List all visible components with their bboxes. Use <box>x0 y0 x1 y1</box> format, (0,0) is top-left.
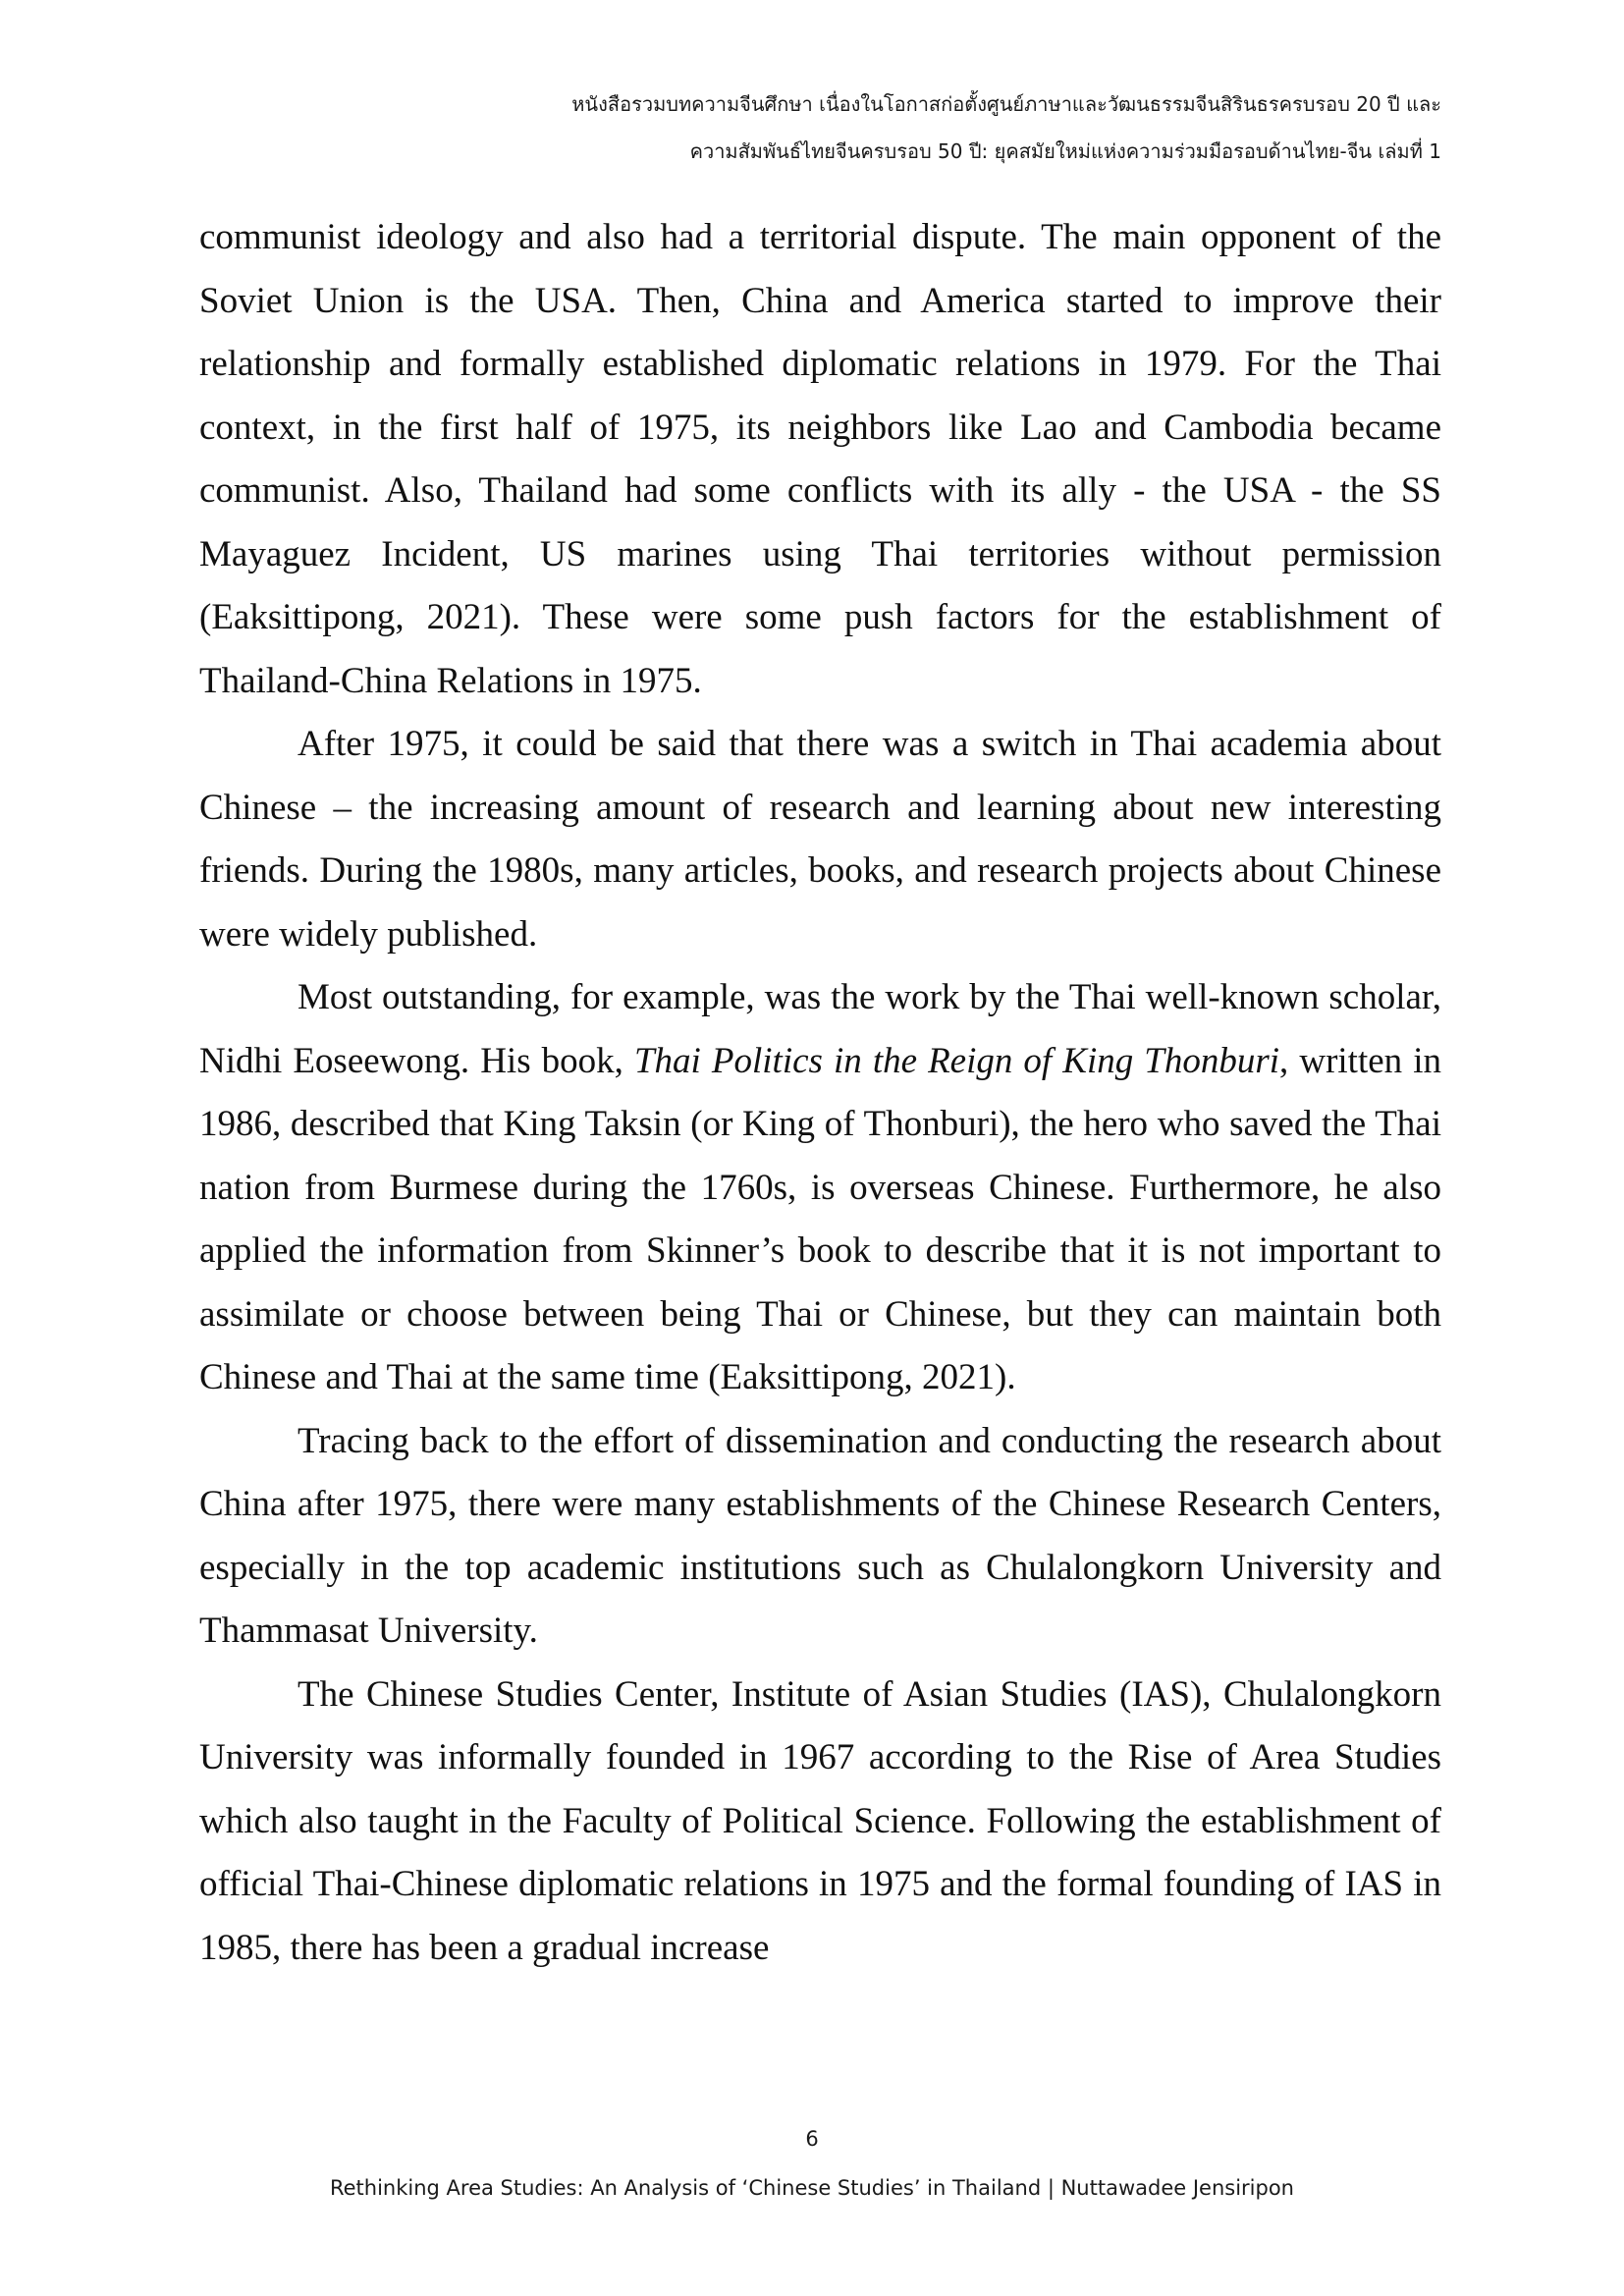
page-number: 6 <box>805 2127 819 2151</box>
paragraph-4: Tracing back to the effort of dissemination and conducting the research about China after 1975, there were many establishments of the Chinese Research Centers, especially in the top academic institutions such as Chulalongkorn University and Thammasat University. <box>199 1420 1441 1651</box>
paragraph-1: communist ideology and also had a territorial dispute. The main opponent of the Soviet Union is the USA. Then, China and America started to improve their relationship and formally established diplomatic relations in 1979. For the Thai context, in the first half of 1975, its neighbors like Lao and Cambodia became communist. Also, Thailand had some conflicts with its ally - the USA - the SS Mayaguez Incident, US marines using Thai territories without permission (Eaksittipong, 2021). These were some push factors for the establishment of Thailand-China Relations in 1975. <box>199 217 1441 701</box>
running-footer: Rethinking Area Studies: An Analysis of ‘Chinese Studies’ in Thailand | Nuttawadee Jensiripon <box>329 2176 1294 2200</box>
paragraph-5: The Chinese Studies Center, Institute of Asian Studies (IAS), Chulalongkorn University was informally founded in 1967 according to the Rise of Area Studies which also taught in the Faculty of Political Science. Following the establishment of official Thai-Chinese diplomatic relations in 1975 and the formal founding of IAS in 1985, there has been a gradual increase <box>199 1673 1441 1968</box>
book-title: Thai Politics in the Reign of King Thonburi <box>633 1040 1280 1081</box>
header-line-1: หนังสือรวมบทความจีนศึกษา เนื่องในโอกาสก่อตั้งศูนย์ภาษาและวัฒนธรรมจีนสิรินธรครบรอบ 20 ปี และ <box>571 92 1441 116</box>
paragraph-2: After 1975, it could be said that there was a switch in Thai academia about Chinese – the increasing amount of research and learning about new interesting friends. During the 1980s, many articles, books, and research projects about Chinese were widely published. <box>199 724 1441 955</box>
paragraph-3 <box>199 966 1441 1410</box>
running-header <box>571 81 1441 175</box>
header-line-2: ความสัมพันธ์ไทยจีนครบรอบ 50 ปี: ยุคสมัยใหม่แห่งความร่วมมือรอบด้านไทย-จีน เล่มที่ 1 <box>689 139 1441 163</box>
body-text <box>199 206 1441 1980</box>
paragraph-3-text-before: Most outstanding, for example, was the work by the Thai well-known scholar, Nidhi Eoseewong. His book, <box>199 977 1441 1081</box>
paragraph-3-text-after: , written in 1986, described that King Taksin (or King of Thonburi), the hero who saved the Thai nation from Burmese during the 1760s, is overseas Chinese. Furthermore, he also applied the information from Skinner’s book to describe that it is not important to assimilate or choose between being Thai or Chinese, but they can maintain both Chinese and Thai at the same time (Eaksittipong, 2021). <box>199 1040 1441 1397</box>
